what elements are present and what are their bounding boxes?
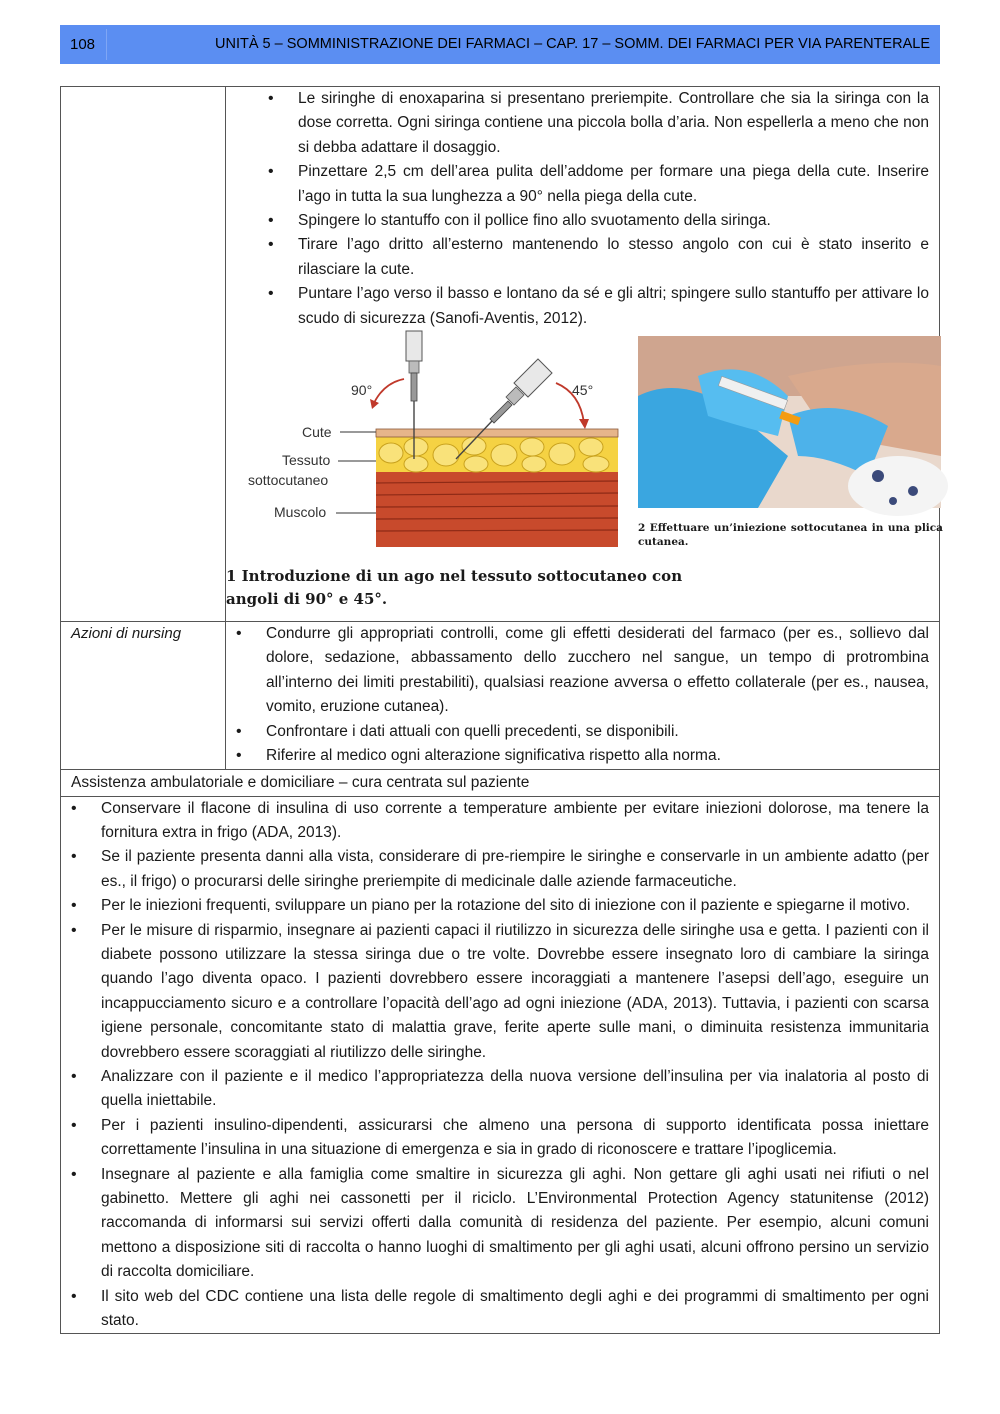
list-item: • Confrontare i dati attuali con quelli precedenti, se disponibili. <box>226 720 939 744</box>
list-item: • Il sito web del CDC contiene una lista delle regole di smaltimento degli aghi e dei programmi di smaltimento per ogni stato. <box>61 1285 939 1334</box>
header-divider <box>106 29 107 60</box>
angle-45-label: 45° <box>572 382 594 399</box>
label-muscolo: Muscolo <box>274 504 327 521</box>
table-row <box>61 87 940 622</box>
list-item: • Puntare l’ago verso il basso e lontano da sé e gli altri; spingere sullo stantuffo per attivare lo scudo di sicurezza (Sanofi-Aventis, 2012). <box>226 282 939 331</box>
row-label-nursing: Azioni di nursing <box>61 622 226 769</box>
list-item: • Riferire al medico ogni alterazione significativa rispetto alla norma. <box>226 744 939 768</box>
table-row <box>61 622 940 769</box>
list-item: • Condurre gli appropriati controlli, come gli effetti desiderati del farmaco (per es., sollievo dal dolore, sedazione, abbassamento dello zucchero nel sangue, un tempo di protrombina all’interno dei limiti prestabiliti), qualsiasi reazione avversa o effetto collaterale (per es., nausea, vomito, eruzione cutanea). <box>226 622 939 720</box>
list-item: • Insegnare al paziente e alla famiglia come smaltire in sicurezza gli aghi. Non gettare gli aghi usati nei rifiuti o nel gabinetto. Mettere gli aghi nei cassonetti per il riciclo. L’Environmental Protection Agency statunitense (2012) raccomanda di informarsi sui servizi offerti dalla comunità di residenza del paziente. Per esempio, alcuni comuni mettono a disposizione siti di raccolta o hanno luoghi di smaltimento per gli aghi usati, alcuni offrono persino un servizio di raccolta domiciliare. <box>61 1163 939 1285</box>
page-header <box>60 25 940 64</box>
list-item: • Tirare l’ago dritto all’esterno mantenendo lo stesso angolo con cui è stato inserito e rilasciare la cute. <box>226 233 939 282</box>
page-number: 108 <box>70 36 96 53</box>
figures-area <box>226 331 943 621</box>
angle-90-label: 90° <box>351 382 373 399</box>
arc-90 <box>374 379 404 403</box>
list-item: • Conservare il flacone di insulina di uso corrente a temperature ambiente per evitare iniezioni dolorose, ma tenere la fornitura extra in frigo (ADA, 2013). <box>61 797 939 846</box>
figure-1-caption: 1 Introduzione di un ago nel tessuto sottocutaneo con angoli di 90° e 45°. <box>226 567 683 609</box>
home-care-list <box>61 797 939 1334</box>
list-item: • Se il paziente presenta danni alla vista, considerare di pre-riempire le siringhe e conservarle in un ambiente adatto (per es., il frigo) o procurarsi delle siringhe preriempite di medicinale dalle aziende farmaceutiche. <box>61 845 939 894</box>
list-item: • Analizzare con il paziente e il medico l’appropriatezza della nuova versione dell’insulina per via inalatoria al posto di quella iniettabile. <box>61 1065 939 1114</box>
label-cute: Cute <box>302 424 332 441</box>
home-care-cell <box>61 796 940 1334</box>
nursing-actions-list <box>226 622 939 768</box>
list-item: • Le siringhe di enoxaparina si presentano preriempite. Controllare che sia la siringa con la dose corretta. Ogni siringa contiene una piccola bolla d’aria. Non espellerla a meno che non si debba adattare il dosaggio. <box>226 87 939 160</box>
skin-layer <box>376 429 618 437</box>
list-item: • Per le misure di risparmio, insegnare ai pazienti capaci il riutilizzo in sicurezza delle siringhe usa e getta. I pazienti con il diabete possono utilizzare la stessa siringa due o tre volte. Dovrebbe essere insegnato loro di cambiare la siringa quando l’ago diventa opaco. I pazienti dovrebbero essere incoraggiati a mantenere l’asepsi dell’ago, eseguire un incappucciamento sicuro e a controllare l’opacità dell’ago ad ogni iniezione (ADA, 2013). Tuttavia, i pazienti con scarsa igiene personale, concomitante stato di malattia grave, ferite aperte sulle mani, o diminuita resistenza immunitaria dovrebbero essere scoraggiati al riutilizzo delle siringhe. <box>61 919 939 1065</box>
nursing-actions-cell <box>226 622 940 769</box>
table-row <box>61 796 940 1334</box>
procedure-table <box>60 86 943 1334</box>
list-item: • Per le iniezioni frequenti, sviluppare un piano per la rotazione del sito di iniezione con il paziente e spiegarne il motivo. <box>61 894 939 918</box>
section-heading: Assistenza ambulatoriale e domiciliare – cura centrata sul paziente <box>61 769 940 796</box>
injection-angle-diagram <box>248 331 626 561</box>
figure-2-caption: 2 Effettuare un’iniezione sottocutanea in una plica cutanea. <box>638 522 943 549</box>
list-item: • Per i pazienti insulino-dipendenti, assicurarsi che almeno una persona di supporto identificata possa iniettare correttamente l’insulina in una situazione di emergenza e sia in grado di riconoscere e trattare l’ipoglicemia. <box>61 1114 939 1163</box>
row-label-empty <box>61 87 226 622</box>
list-item: • Spingere lo stantuffo con il pollice fino allo svuotamento della siringa. <box>226 209 939 233</box>
label-tessuto: Tessuto <box>282 452 331 469</box>
procedure-steps-list <box>226 87 939 331</box>
injection-photo <box>638 336 941 508</box>
table-row <box>61 769 940 796</box>
chapter-title: UNITÀ 5 – SOMMINISTRAZIONE DEI FARMACI – CAP. 17 – SOMM. DEI FARMACI PER VIA PARENTERALE <box>215 36 930 52</box>
procedure-steps-cell <box>226 87 943 622</box>
list-item: • Pinzettare 2,5 cm dell’area pulita dell’addome per formare una piega della cute. Inserire l’ago in tutta la sua lunghezza a 90° nella piega della cute. <box>226 160 939 209</box>
label-sottocutaneo: sottocutaneo <box>248 472 329 489</box>
